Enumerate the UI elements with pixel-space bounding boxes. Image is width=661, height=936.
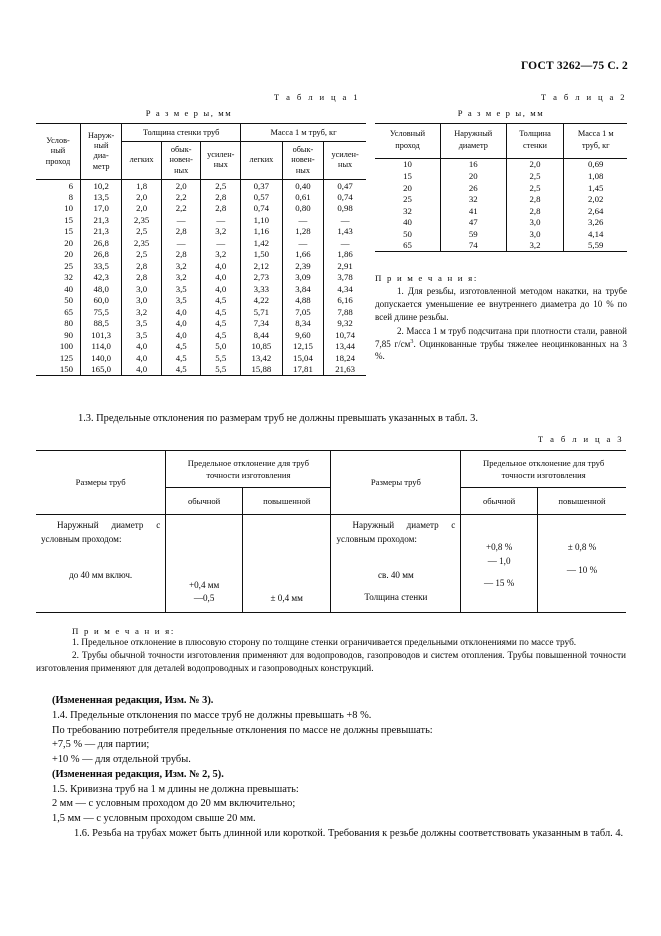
table1-cell: 75,5 <box>81 306 122 317</box>
table2-cell: 3,0 <box>506 217 564 229</box>
table1-cell: 80 <box>36 318 81 329</box>
table1-cell: 20 <box>36 249 81 260</box>
table3-block <box>36 450 626 613</box>
table1-cell: 8,34 <box>282 318 324 329</box>
table-row <box>36 283 366 294</box>
table1-cell: — <box>340 214 350 225</box>
table1-cell: 15,88 <box>241 363 283 375</box>
table3-left-desc: Наружный диаметр с условным проходом: <box>41 520 161 544</box>
table1-cell: — <box>340 237 350 248</box>
table1-cell: 3,2 <box>161 272 201 283</box>
table1-cell: 4,5 <box>161 363 201 375</box>
table1-cell: — <box>201 237 241 248</box>
table1-cell: 4,5 <box>201 329 241 340</box>
table1-cell: 2,2 <box>161 191 201 202</box>
table1-cell: 165,0 <box>81 363 122 375</box>
table2-cell: 2,64 <box>588 205 604 216</box>
table-row <box>36 226 366 237</box>
table1-header-outer-diameter: Наруж- ный диа- метр <box>81 124 122 180</box>
table1-cell: 26,8 <box>81 249 122 260</box>
table1-cell: 88,5 <box>81 318 122 329</box>
table1-header-group-wall-thickness: Толщина стенки труб <box>122 124 241 142</box>
table1-cell: 4,0 <box>122 352 162 363</box>
table1-cell: 2,0 <box>122 191 162 202</box>
table2-note-2: 2. Масса 1 м труб подсчитана при плотности стали, равной 7,85 $г/см^3$. Оцинкованные трубы тяжелее неоцинкованных на 3 %. <box>375 325 627 362</box>
table1-cell: 20 <box>36 237 81 248</box>
table3-header-raised-left: повышенной <box>242 487 331 514</box>
table1-cell: 21,3 <box>81 214 122 225</box>
table3-left-usual-value: +0,4 мм —0,5 <box>166 515 243 613</box>
table1-cell: 21,63 <box>335 364 356 375</box>
table1-cell: 125 <box>36 352 81 363</box>
table2-cell: 0,69 <box>588 159 604 170</box>
table-row <box>375 170 627 182</box>
table3-right-desc: Наружный диаметр с условным проходом: <box>336 520 456 544</box>
table1-caption: Т а б л и ц а 1 <box>273 92 360 102</box>
table1-cell: 10 <box>36 203 81 214</box>
table1-cell: 101,3 <box>81 329 122 340</box>
table3-right-label-1: св. 40 мм <box>378 569 414 580</box>
table1-cell: 9,60 <box>282 329 324 340</box>
table1-cell: 1,43 <box>337 226 353 237</box>
table1-cell: 4,88 <box>282 295 324 306</box>
table3-right-raised-2: — 10 % <box>566 564 598 575</box>
table1-cell: 2,5 <box>122 249 162 260</box>
table2-header-nominal-bore: Условный проход <box>375 124 441 159</box>
table3-header-deviation-right: Предельное отклонение для труб точности изготовления <box>461 451 626 488</box>
table1-cell: 10,74 <box>335 329 356 340</box>
table3-right-usual-2: — 15 % <box>483 577 515 588</box>
table1-cell: 1,66 <box>282 249 324 260</box>
table2-cell: 32 <box>375 205 441 217</box>
table1-cell: 25 <box>36 260 81 271</box>
table-row <box>375 228 627 240</box>
table1-cell: 3,2 <box>161 260 201 271</box>
clause-1-5-b: 1,5 мм — с условным проходом свыше 20 мм. <box>52 813 256 825</box>
table2-cell: 4,14 <box>588 228 604 239</box>
table1-cell: 2,5 <box>201 179 241 191</box>
table1-cell: — <box>282 214 324 225</box>
table1-header-mass-light: легких <box>241 141 283 179</box>
clause-1-4: 1.4. Предельные отклонения по массе труб не должны превышать +8 %. <box>52 709 372 721</box>
table2-cell: 40 <box>375 217 441 229</box>
table2-notes-title: П р и м е ч а н и я: <box>375 273 478 283</box>
table1-cell: 3,0 <box>122 295 162 306</box>
table1-cell: 2,2 <box>161 203 201 214</box>
table3-header-sizes-right: Размеры труб <box>331 451 461 515</box>
table2-cell: 3,0 <box>506 228 564 240</box>
table1-cell: 2,8 <box>161 226 201 237</box>
table-row <box>36 237 366 248</box>
table1-cell: 114,0 <box>81 341 122 352</box>
table1-cell: 3,0 <box>122 283 162 294</box>
table2-cell: 41 <box>441 205 507 217</box>
table1-cell: 2,91 <box>337 260 353 271</box>
table1-cell: 10,2 <box>81 179 122 191</box>
running-head: ГОСТ 3262—75 С. 2 <box>520 60 628 72</box>
table1-cell: 7,34 <box>241 318 283 329</box>
table1-cell: 2,8 <box>122 260 162 271</box>
table1-cell: 17,0 <box>81 203 122 214</box>
table1-cell: 5,71 <box>241 306 283 317</box>
table1-cell: 3,33 <box>241 283 283 294</box>
table3-right-label-2: Толщина стенки <box>364 591 428 602</box>
table-row <box>36 306 366 317</box>
table-row <box>36 203 366 214</box>
revision-note-2: (Измененная редакция, Изм. № 2, 5). <box>52 768 224 780</box>
table2-cell: 1,08 <box>588 171 604 182</box>
table1-cell: 65 <box>36 306 81 317</box>
table-row <box>36 363 366 375</box>
table1-cell: 3,5 <box>122 329 162 340</box>
table-row <box>36 295 366 306</box>
table1-cell: 32 <box>36 272 81 283</box>
table1-block <box>36 92 366 376</box>
table1-cell: 18,24 <box>335 352 356 363</box>
table2-block <box>375 92 627 252</box>
table1-cell: 5,5 <box>201 352 241 363</box>
table1-cell: 3,78 <box>337 272 353 283</box>
table2-cell: 10 <box>375 158 441 170</box>
table1-cell: 90 <box>36 329 81 340</box>
table3-notes-title: П р и м е ч а н и я: <box>72 626 175 636</box>
table1-cell: 0,40 <box>282 179 324 191</box>
table1-cell: 15 <box>36 226 81 237</box>
table-row <box>375 240 627 252</box>
table1-cell: 10,85 <box>241 341 283 352</box>
clause-1-6: 1.6. Резьба на трубах может быть длинной или короткой. Требования к резьбе должны соответствовать указанным в табл. 4. <box>74 827 624 839</box>
table1-cell: 50 <box>36 295 81 306</box>
table2-subcaption: Р а з м е р ы, мм <box>457 108 545 118</box>
table1-cell: 2,39 <box>282 260 324 271</box>
table1-cell: 1,8 <box>122 179 162 191</box>
table1-cell: 13,42 <box>241 352 283 363</box>
table-row <box>375 158 627 170</box>
table1-cell: 13,44 <box>335 341 356 352</box>
table2-header-mass: Масса 1 м труб, кг <box>577 129 614 151</box>
table2-cell: 74 <box>441 240 507 252</box>
table3-left-sizes-cell <box>36 515 166 613</box>
table1-subcaption: Р а з м е р ы, мм <box>145 108 233 118</box>
table-row <box>36 352 366 363</box>
table1-header-wall-normal: обык- новен- ных <box>161 141 201 179</box>
table3-header-deviation-left: Предельное отклонение для труб точности изготовления <box>166 451 331 488</box>
table1-cell: 4,22 <box>241 295 283 306</box>
table1-cell: 4,0 <box>201 260 241 271</box>
table1-cell: 6 <box>36 179 81 191</box>
table1-cell: 4,0 <box>161 329 201 340</box>
table2-cell: 32 <box>441 194 507 206</box>
table1-cell: 6,16 <box>337 295 353 306</box>
table1-cell: 2,8 <box>122 272 162 283</box>
clause-1-3: 1.3. Предельные отклонения по размерам труб не должны превышать указанных в табл. 3. <box>78 413 478 424</box>
table2-cell: 5,59 <box>588 240 604 251</box>
table1-cell: 1,42 <box>241 237 283 248</box>
table1-cell: 4,5 <box>201 306 241 317</box>
table1-cell: 60,0 <box>81 295 122 306</box>
table1-cell: 3,2 <box>201 249 241 260</box>
table1-cell: 3,84 <box>282 283 324 294</box>
table1-cell: 3,5 <box>161 295 201 306</box>
table1-cell: 0,57 <box>241 191 283 202</box>
table1-cell: 4,5 <box>201 295 241 306</box>
table1-cell: 2,35 <box>122 237 162 248</box>
table1-cell: 2,73 <box>241 272 283 283</box>
table2-cell: 25 <box>375 194 441 206</box>
table1-cell: 1,10 <box>241 214 283 225</box>
revision-note-1: (Измененная редакция, Изм. № 3). <box>52 695 214 706</box>
table-row <box>36 272 366 283</box>
clause-1-5: 1.5. Кривизна труб на 1 м длины не должна превышать: <box>52 783 299 795</box>
table1-cell: 2,0 <box>122 203 162 214</box>
table3-header-sizes-left: Размеры труб <box>36 451 166 515</box>
table1-cell: 4,0 <box>122 341 162 352</box>
table1-cell: 3,09 <box>282 272 324 283</box>
table2-notes <box>375 272 627 363</box>
table3-right-usual-1: +0,8 % — 1,0 <box>485 542 513 566</box>
table1-cell: 100 <box>36 341 81 352</box>
table1-cell: 0,61 <box>282 191 324 202</box>
table2-cell: 3,26 <box>588 217 604 228</box>
table2-caption: Т а б л и ц а 2 <box>540 92 627 102</box>
table2-cell: 2,5 <box>506 170 564 182</box>
table1-cell: — <box>161 214 201 225</box>
table1-cell: 17,81 <box>282 363 324 375</box>
table3 <box>36 450 626 613</box>
table1-cell: 0,37 <box>241 179 283 191</box>
table1-cell: 4,34 <box>337 283 353 294</box>
table3-right-sizes-cell <box>331 515 461 613</box>
table1-cell: 21,3 <box>81 226 122 237</box>
table2-cell: 1,45 <box>588 182 604 193</box>
table1-cell: 2,0 <box>161 179 201 191</box>
table-row <box>36 318 366 329</box>
table3-header-usual-right: обычной <box>461 487 538 514</box>
table3-right-raised-values <box>537 515 626 613</box>
table1-header-wall-heavy: усилен- ных <box>201 141 241 179</box>
table3-right-raised-1: ± 0,8 % <box>567 542 597 553</box>
table-row <box>36 329 366 340</box>
table-row <box>36 179 366 191</box>
table1-cell: 12,15 <box>282 341 324 352</box>
table1-header-mass-normal: обык- новен- ных <box>282 141 324 179</box>
table2-header-outer-diameter: Наружный диаметр <box>441 124 507 159</box>
table2 <box>375 123 627 252</box>
table1-cell: 40 <box>36 283 81 294</box>
table1-cell: 4,0 <box>122 363 162 375</box>
table1-cell: — <box>282 237 324 248</box>
table1-cell: 2,35 <box>122 214 162 225</box>
table2-cell: 50 <box>375 228 441 240</box>
table1-cell: 3,5 <box>161 283 201 294</box>
table1-cell: 0,80 <box>282 203 324 214</box>
table3-caption: Т а б л и ц а 3 <box>537 434 624 444</box>
table1-cell: 0,98 <box>337 203 353 214</box>
table1-cell: 0,47 <box>337 180 353 191</box>
clause-1-4-b: По требованию потребителя предельные отклонения по массе не должны превышать: <box>52 724 433 736</box>
table1-cell: 3,2 <box>122 306 162 317</box>
table1-cell: 15,04 <box>282 352 324 363</box>
table1-cell: 0,74 <box>241 203 283 214</box>
table1-cell: 2,8 <box>201 203 241 214</box>
table1-header-nominal-bore: Услов- ный проход <box>36 124 81 180</box>
table1-cell: 0,74 <box>337 192 353 202</box>
table1-cell: 8 <box>36 191 81 202</box>
table1-cell: 2,5 <box>122 226 162 237</box>
table3-note-2: 2. Трубы обычной точности изготовления применяют для водопроводов, газопроводов и систем отопления. Трубы повышенной точности изготовления применяют для деталей водопроводных и газопроводных конструкций. <box>36 651 626 675</box>
table1-body <box>36 179 366 375</box>
table3-notes <box>36 625 626 676</box>
table1-header-wall-light: легких <box>122 141 162 179</box>
table1-cell: 4,0 <box>161 306 201 317</box>
table2-cell: 20 <box>441 170 507 182</box>
table1-cell: 4,0 <box>201 283 241 294</box>
clause-1-4-c: +7,5 % — для партии; <box>52 739 150 751</box>
table1-cell: 1,16 <box>241 226 283 237</box>
table1-header-mass-heavy: усилен- ных <box>331 150 359 170</box>
table3-left-label: до 40 мм включ. <box>69 569 133 580</box>
table2-note-1: 1. Для резьбы, изготовленной методом накатки, на трубе допускается уменьшение ее внутреннего диаметра до 10 % по всей длине резьбы. <box>375 286 627 323</box>
table-row <box>375 194 627 206</box>
table-row <box>36 341 366 352</box>
table1-cell: — <box>201 214 241 225</box>
table1-cell: 9,32 <box>337 318 353 329</box>
table-row <box>375 217 627 229</box>
table1-cell: 3,2 <box>201 226 241 237</box>
table1-cell: 4,0 <box>161 318 201 329</box>
table2-cell: 47 <box>441 217 507 229</box>
table2-cell: 2,5 <box>506 182 564 194</box>
table1-cell: 2,8 <box>201 191 241 202</box>
table1-cell: 1,28 <box>282 226 324 237</box>
table3-right-usual-values <box>461 515 538 613</box>
table1-cell: 4,5 <box>201 318 241 329</box>
table1-cell: 5,0 <box>201 341 241 352</box>
table3-header-usual-left: обычной <box>166 487 243 514</box>
table3-left-raised-value: ± 0,4 мм <box>242 515 331 613</box>
cubic-exponent: 3 <box>410 338 414 345</box>
table2-body <box>375 158 627 252</box>
table1-cell: 33,5 <box>81 260 122 271</box>
table1-cell: 3,5 <box>122 318 162 329</box>
table2-cell: 65 <box>375 240 441 252</box>
clause-1-5-a: 2 мм — с условным проходом до 20 мм включительно; <box>52 798 296 810</box>
table1-cell: 4,5 <box>161 352 201 363</box>
table1-cell: 48,0 <box>81 283 122 294</box>
table-row <box>36 214 366 225</box>
table1-cell: 13,5 <box>81 191 122 202</box>
table1-cell: 140,0 <box>81 352 122 363</box>
table1-cell: 7,88 <box>337 306 353 317</box>
table1-cell: 1,86 <box>337 249 353 260</box>
table1-header-group-mass: Масса 1 м труб, кг <box>241 124 366 142</box>
table2-cell: 2,8 <box>506 194 564 206</box>
table1-cell: 42,3 <box>81 272 122 283</box>
table2-cell: 26 <box>441 182 507 194</box>
table1-cell: 2,8 <box>161 249 201 260</box>
table-row <box>375 182 627 194</box>
table1-cell: 2,12 <box>241 260 283 271</box>
table2-cell: 2,02 <box>588 194 604 205</box>
table2-cell: 2,0 <box>506 158 564 170</box>
table1-cell: 1,50 <box>241 249 283 260</box>
table2-cell: 3,2 <box>506 240 564 252</box>
table2-cell: 59 <box>441 228 507 240</box>
table-row <box>36 260 366 271</box>
table2-cell: 16 <box>441 158 507 170</box>
table1 <box>36 123 366 376</box>
table3-note-1: 1. Предельное отклонение в плюсовую сторону по толщине стенки ограничивается предельными отклонениями по массе труб. <box>72 638 577 649</box>
table1-cell: 4,5 <box>161 341 201 352</box>
table2-cell: 20 <box>375 182 441 194</box>
table1-cell: 4,0 <box>201 272 241 283</box>
table1-cell: 5,5 <box>201 363 241 375</box>
table1-cell: 7,05 <box>282 306 324 317</box>
table2-header-wall-thickness: Толщина стенки <box>506 124 564 159</box>
trailing-clauses <box>36 694 626 842</box>
clause-1-4-d: +10 % — для отдельной трубы. <box>52 754 191 766</box>
table1-cell: 26,8 <box>81 237 122 248</box>
table-row <box>36 249 366 260</box>
table-row <box>36 191 366 202</box>
table1-cell: 8,44 <box>241 329 283 340</box>
table3-header-raised-right: повышенной <box>558 495 606 506</box>
table2-cell: 15 <box>375 170 441 182</box>
table1-cell: 150 <box>36 363 81 375</box>
table1-cell: 15 <box>36 214 81 225</box>
table1-cell: — <box>161 237 201 248</box>
table2-cell: 2,8 <box>506 205 564 217</box>
table-row <box>375 205 627 217</box>
